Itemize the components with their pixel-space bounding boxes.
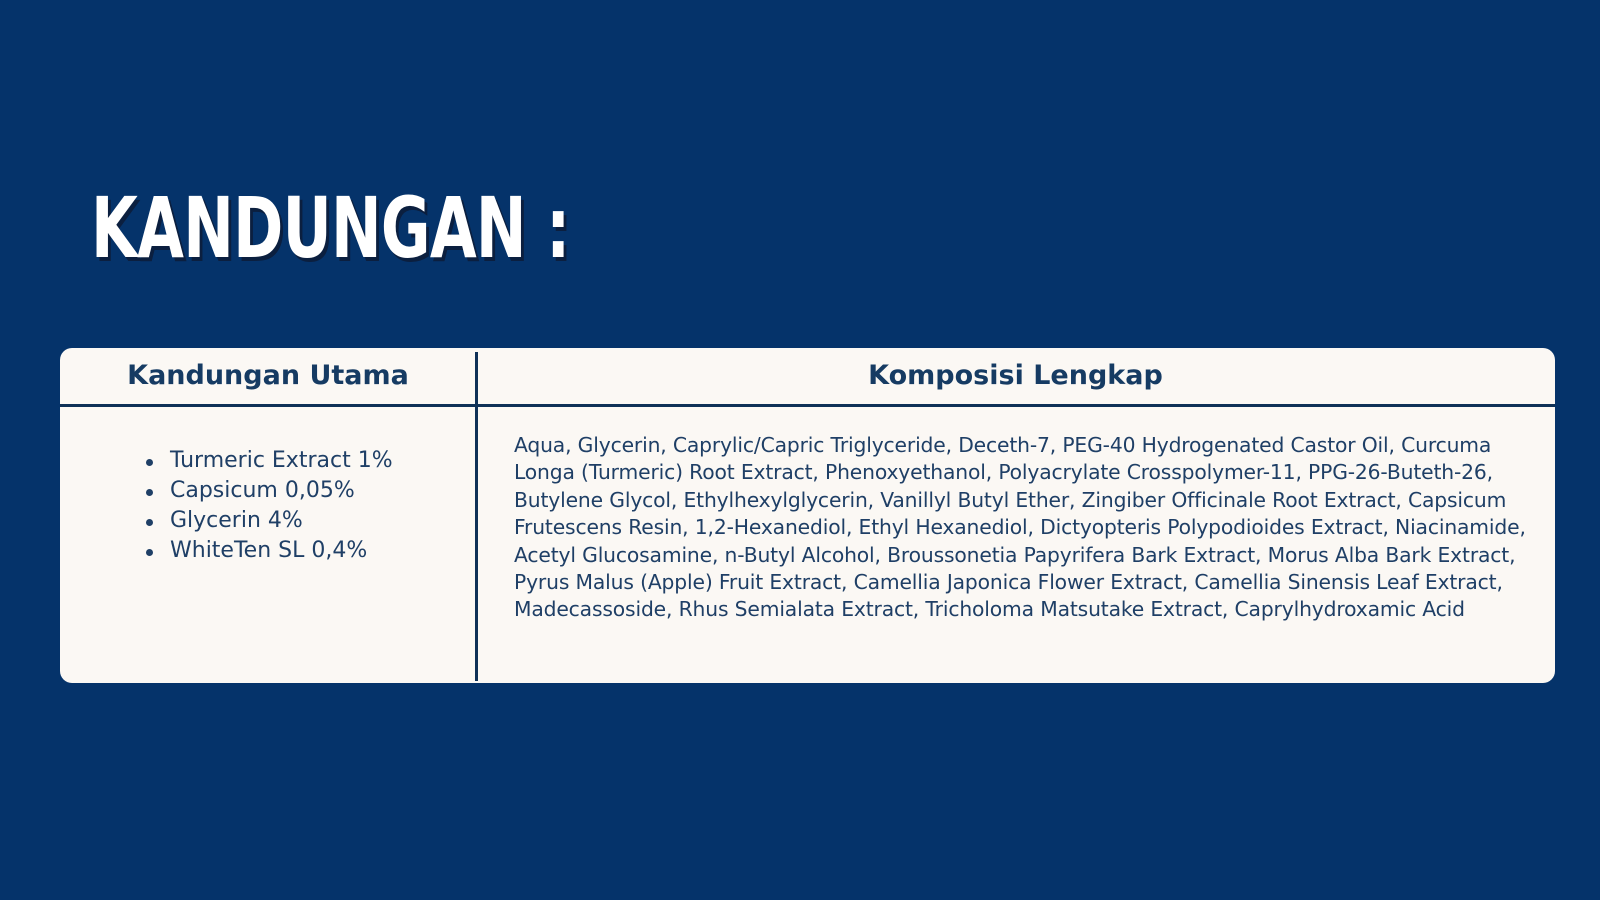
list-item: Turmeric Extract 1% (145, 446, 393, 476)
column-header-main-ingredients: Kandungan Utama (127, 360, 409, 391)
column-divider (475, 352, 478, 681)
column-header-full-composition: Komposisi Lengkap (868, 360, 1163, 391)
list-item: Glycerin 4% (145, 506, 393, 536)
page-title: KANDUNGAN : (91, 179, 570, 277)
main-ingredients-list (145, 446, 393, 566)
list-item: Capsicum 0,05% (145, 476, 393, 506)
list-item: WhiteTen SL 0,4% (145, 536, 393, 566)
table-header-row (60, 348, 1555, 407)
full-composition-text: Aqua, Glycerin, Caprylic/Capric Triglyceride, Deceth-7, PEG-40 Hydrogenated Castor Oil, Curcuma Longa (Turmeric) Root Extract, Phenoxyethanol, Polyacrylate Crosspolymer-11, PPG-26-Buteth-26, Butylene Glycol, Ethylhexylglycerin, Vanillyl Butyl Ether, Zingiber Officinale Root Extract, Capsicum Frutescens Resin, 1,2-Hexanediol, Ethyl Hexanediol, Dictyopteris Polypodioides Extract, Niacinamide, Acetyl Glucosamine, n-Butyl Alcohol, Broussonetia Papyrifera Bark Extract, Morus Alba Bark Extract, Pyrus Malus (Apple) Fruit Extract, Camellia Japonica Flower Extract, Camellia Sinensis Leaf Extract, Madecassoside, Rhus Semialata Extract, Tricholoma Matsutake Extract, Caprylhydroxamic Acid (514, 433, 1526, 622)
ingredients-table (60, 348, 1555, 683)
